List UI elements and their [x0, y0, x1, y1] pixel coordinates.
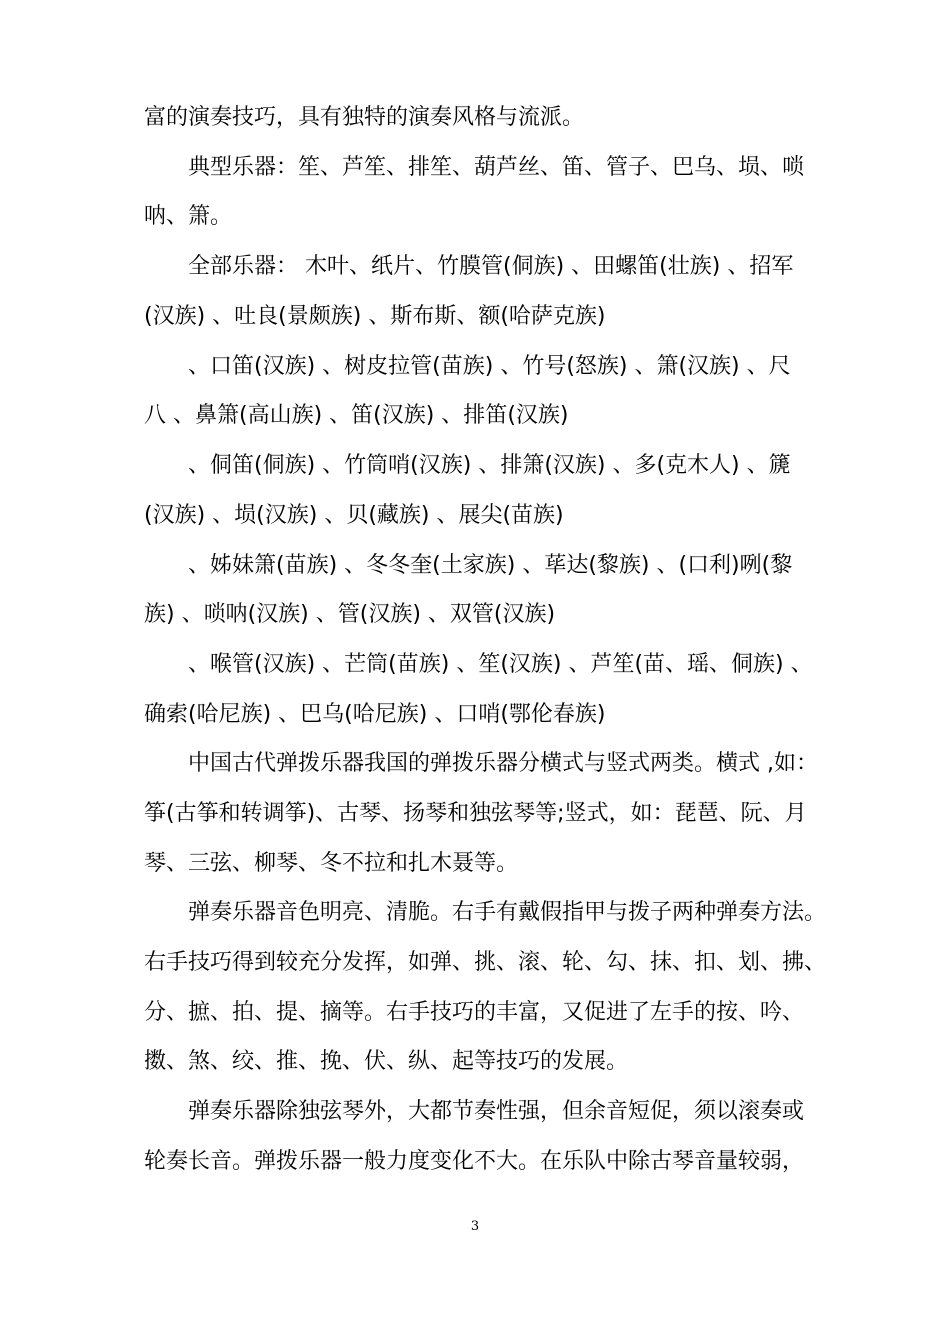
text-line: 筝(古筝和转调筝)、古琴、扬琴和独弦琴等;竖式，如：琵琶、阮、月 [144, 801, 807, 826]
text-line: (汉族) 、吐良(景颇族) 、斯布斯、额(哈萨克族) [144, 304, 606, 329]
text-line: 右手技巧得到较充分发挥，如弹、挑、滚、轮、勾、抹、扣、划、拂、 [144, 950, 827, 975]
page-number: 3 [470, 1219, 480, 1234]
text-line: 轮奏长音。弹拨乐器一般力度变化不大。在乐队中除古琴音量较弱， [144, 1149, 805, 1174]
text-line: 确索(哈尼族) 、巴乌(哈尼族) 、口哨(鄂伦春族) [144, 702, 606, 727]
text-line: 弹奏乐器除独弦琴外，大都节奏性强，但余音短促，须以滚奏或 [188, 1099, 805, 1124]
text-line: 、口笛(汉族) 、树皮拉管(苗族) 、竹号(怒族) 、箫(汉族) 、尺 [188, 354, 791, 379]
text-line: 、侗笛(侗族) 、竹筒哨(汉族) 、排箫(汉族) 、多(克木人) 、篪 [188, 453, 791, 478]
text-line: 弹奏乐器音色明亮、清脆。右手有戴假指甲与拨子两种弹奏方法。 [188, 900, 827, 925]
text-line: 呐、箫。 [144, 204, 233, 229]
text-line: (汉族) 、埙(汉族) 、贝(藏族) 、展尖(苗族) [144, 503, 564, 528]
text-line: 中国古代弹拨乐器我国的弹拨乐器分横式与竖式两类。横式 ,如： [188, 751, 818, 776]
text-line: 、姊妹箫(苗族) 、冬冬奎(土家族) 、荜达(黎族) 、(口利)咧(黎 [188, 553, 793, 578]
text-line: 、喉管(汉族) 、芒筒(苗族) 、笙(汉族) 、芦笙(苗、瑶、侗族) 、 [188, 652, 813, 677]
text-line: 分、摭、拍、提、摘等。右手技巧的丰富，又促进了左手的按、吟、 [144, 1000, 805, 1025]
text-line: 擞、煞、绞、推、挽、伏、纵、起等技巧的发展。 [144, 1049, 629, 1074]
text-line: 典型乐器：笙、芦笙、排笙、葫芦丝、笛、管子、巴乌、埙、唢 [188, 155, 805, 180]
text-line: 富的演奏技巧，具有独特的演奏风格与流派。 [144, 105, 585, 130]
text-line: 琴、三弦、柳琴、冬不拉和扎木聂等。 [144, 851, 519, 876]
text-line: 族) 、唢呐(汉族) 、管(汉族) 、双管(汉族) [144, 602, 556, 627]
text-line: 全部乐器： 木叶、纸片、竹膜管(侗族) 、田螺笛(壮族) 、招军 [188, 254, 794, 279]
text-line: 八 、鼻箫(高山族) 、笛(汉族) 、排笛(汉族) [144, 403, 569, 428]
